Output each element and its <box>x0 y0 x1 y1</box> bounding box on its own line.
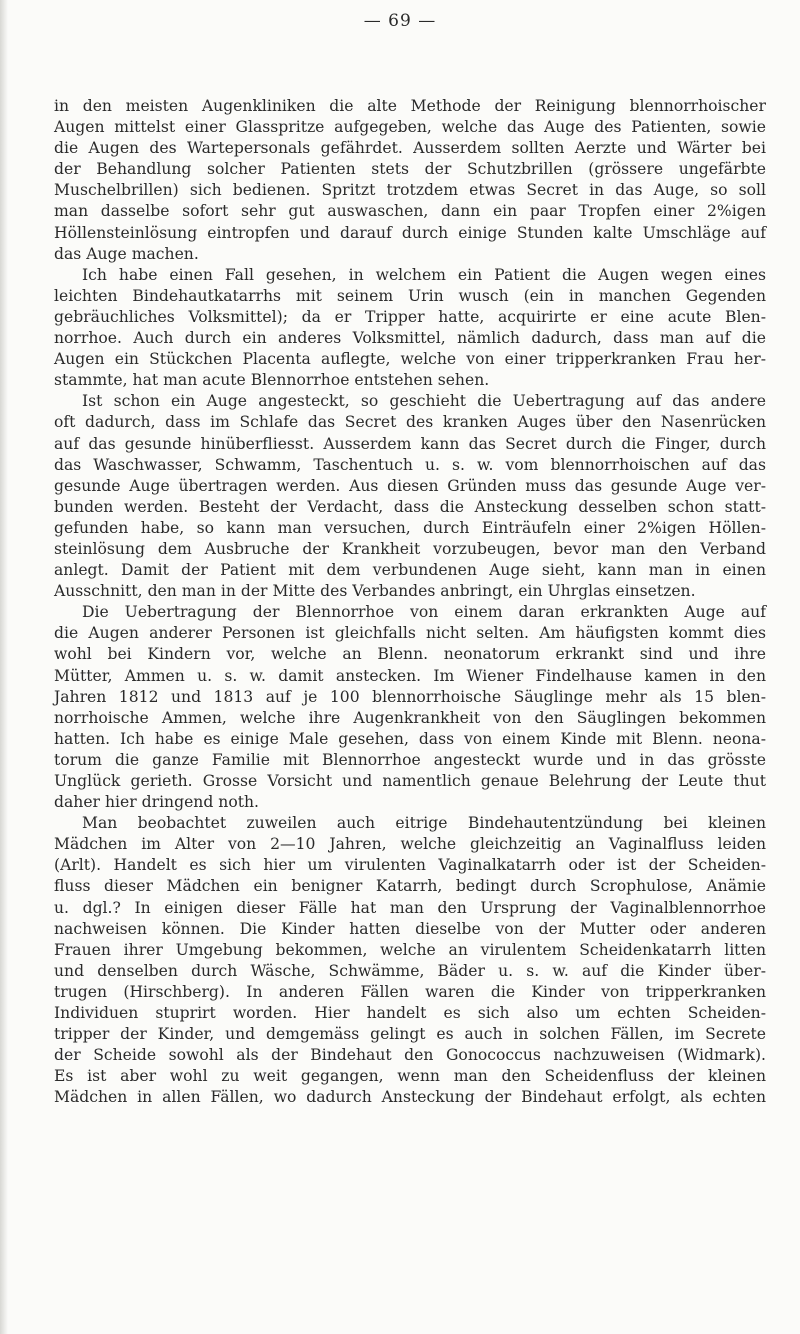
text-line: Es ist aber wohl zu weit gegangen, wenn man den Scheidenfluss der kleinen <box>54 1067 766 1086</box>
text-line: oft dadurch, dass im Schlafe das Secret des kranken Auges über den Nasenrücken <box>54 413 766 432</box>
text-line: u. dgl.? In einigen dieser Fälle hat man den Ursprung der Vaginalblennorrhoe <box>54 898 766 917</box>
text-line: trugen (Hirschberg). In anderen Fällen waren die Kinder von tripperkranken <box>54 982 766 1001</box>
text-line: Man beobachtet zuweilen auch eitrige Bindehautentzündung bei kleinen <box>82 814 766 833</box>
body-text <box>54 96 766 1109</box>
text-line: die Augen anderer Personen ist gleichfalls nicht selten. Am häufigsten kommt dies <box>54 624 766 643</box>
text-line: gebräuchliches Volksmittel); da er Tripper hatte, acquirirte er eine acute Blen- <box>54 307 766 326</box>
text-line: leichten Bindehautkatarrhs mit seinem Urin wusch (ein in manchen Gegenden <box>54 286 766 305</box>
text-line: Augen mittelst einer Glasspritze aufgegeben, welche das Auge des Patienten, sowie <box>54 118 766 137</box>
text-line: der Behandlung solcher Patienten stets der Schutzbrillen (grössere ungefärbte <box>54 160 766 179</box>
text-line: Mädchen im Alter von 2—10 Jahren, welche gleichzeitig an Vaginalfluss leiden <box>54 835 766 854</box>
text-line: Muschelbrillen) sich bedienen. Spritzt trotzdem etwas Secret in das Auge, so soll <box>54 181 766 200</box>
text-line: das Waschwasser, Schwamm, Taschentuch u. s. w. vom blennorrhoischen auf das <box>54 455 766 474</box>
text-line: gefunden habe, so kann man versuchen, durch Einträufeln einer 2%igen Höllen- <box>54 518 766 537</box>
text-line: in den meisten Augenkliniken die alte Methode der Reinigung blennorrhoischer <box>54 97 766 115</box>
text-line: Höllensteinlösung eintropfen und darauf durch einige Stunden kalte Umschläge auf <box>54 223 766 242</box>
text-line: das Auge machen. <box>54 244 199 263</box>
text-line: gesunde Auge übertragen werden. Aus diesen Gründen muss das gesunde Auge ver- <box>54 476 766 495</box>
text-line: auf das gesunde hinüberfliesst. Ausserdem kann das Secret durch die Finger, durch <box>54 434 766 453</box>
text-line: hatten. Ich habe es einige Male gesehen, dass von einem Kinde mit Blenn. neona- <box>54 729 766 748</box>
text-line: Mädchen in allen Fällen, wo dadurch Ansteckung der Bindehaut erfolgt, als echten <box>54 1088 766 1107</box>
text-line: anlegt. Damit der Patient mit dem verbundenen Auge sieht, kann man in einen <box>54 561 766 580</box>
text-line: und denselben durch Wäsche, Schwämme, Bäder u. s. w. auf die Kinder über- <box>54 961 766 980</box>
text-line: daher hier dringend noth. <box>54 793 259 812</box>
text-line: torum die ganze Familie mit Blennorrhoe angesteckt wurde und in das grösste <box>54 750 766 769</box>
text-line: Jahren 1812 und 1813 auf je 100 blennorrhoische Säuglinge mehr als 15 blen- <box>54 687 766 706</box>
text-line: Augen ein Stückchen Placenta auflegte, welche von einer tripperkranken Frau her- <box>54 350 766 369</box>
text-line: bunden werden. Besteht der Verdacht, dass die Ansteckung desselben schon statt- <box>54 497 766 516</box>
text-line: stammte, hat man acute Blennorrhoe entstehen sehen. <box>54 371 490 390</box>
text-line: tripper der Kinder, und demgemäss gelingt es auch in solchen Fällen, im Secrete <box>54 1025 766 1044</box>
text-line: norrhoe. Auch durch ein anderes Volksmittel, nämlich dadurch, dass man auf die <box>54 329 766 348</box>
text-line: Ausschnitt, den man in der Mitte des Verbandes anbringt, ein Uhrglas einsetzen. <box>54 582 696 601</box>
text-line: norrhoische Ammen, welche ihre Augenkrankheit von den Säuglingen bekommen <box>54 708 766 727</box>
page-edge-shadow <box>0 0 8 1334</box>
text-line: wohl bei Kindern vor, welche an Blenn. neonatorum erkrankt sind und ihre <box>54 645 766 664</box>
text-line: Individuen stuprirt worden. Hier handelt es sich also um echten Scheiden- <box>54 1004 766 1023</box>
text-line: die Augen des Wartepersonals gefährdet. Ausserdem sollten Aerzte und Wärter bei <box>54 139 766 158</box>
text-line: Unglück gerieth. Grosse Vorsicht und namentlich genaue Belehrung der Leute thut <box>54 772 766 790</box>
text-line: nachweisen können. Die Kinder hatten dieselbe von der Mutter oder anderen <box>54 919 766 938</box>
text-line: steinlösung dem Ausbruche der Krankheit vorzubeugen, bevor man den Verband <box>54 539 766 558</box>
text-line: man dasselbe sofort sehr gut auswaschen, dann ein paar Tropfen einer 2%igen <box>54 202 766 221</box>
page-number: — 69 — <box>363 11 437 31</box>
text-line: der Scheide sowohl als der Bindehaut den Gonococcus nachzuweisen (Widmark). <box>54 1046 766 1065</box>
text-line: (Arlt). Handelt es sich hier um virulenten Vaginalkatarrh oder ist der Scheiden- <box>54 856 766 875</box>
text-line: Ist schon ein Auge angesteckt, so geschieht die Uebertragung auf das andere <box>82 392 766 411</box>
text-line: Die Uebertragung der Blennorrhoe von einem daran erkrankten Auge auf <box>82 603 766 622</box>
text-line: Mütter, Ammen u. s. w. damit anstecken. Im Wiener Findelhause kamen in den <box>54 666 766 685</box>
text-line: fluss dieser Mädchen ein benigner Katarrh, bedingt durch Scrophulose, Anämie <box>54 877 766 896</box>
text-line: Frauen ihrer Umgebung bekommen, welche an virulentem Scheidenkatarrh litten <box>54 940 766 959</box>
text-line: Ich habe einen Fall gesehen, in welchem ein Patient die Augen wegen eines <box>82 265 766 284</box>
